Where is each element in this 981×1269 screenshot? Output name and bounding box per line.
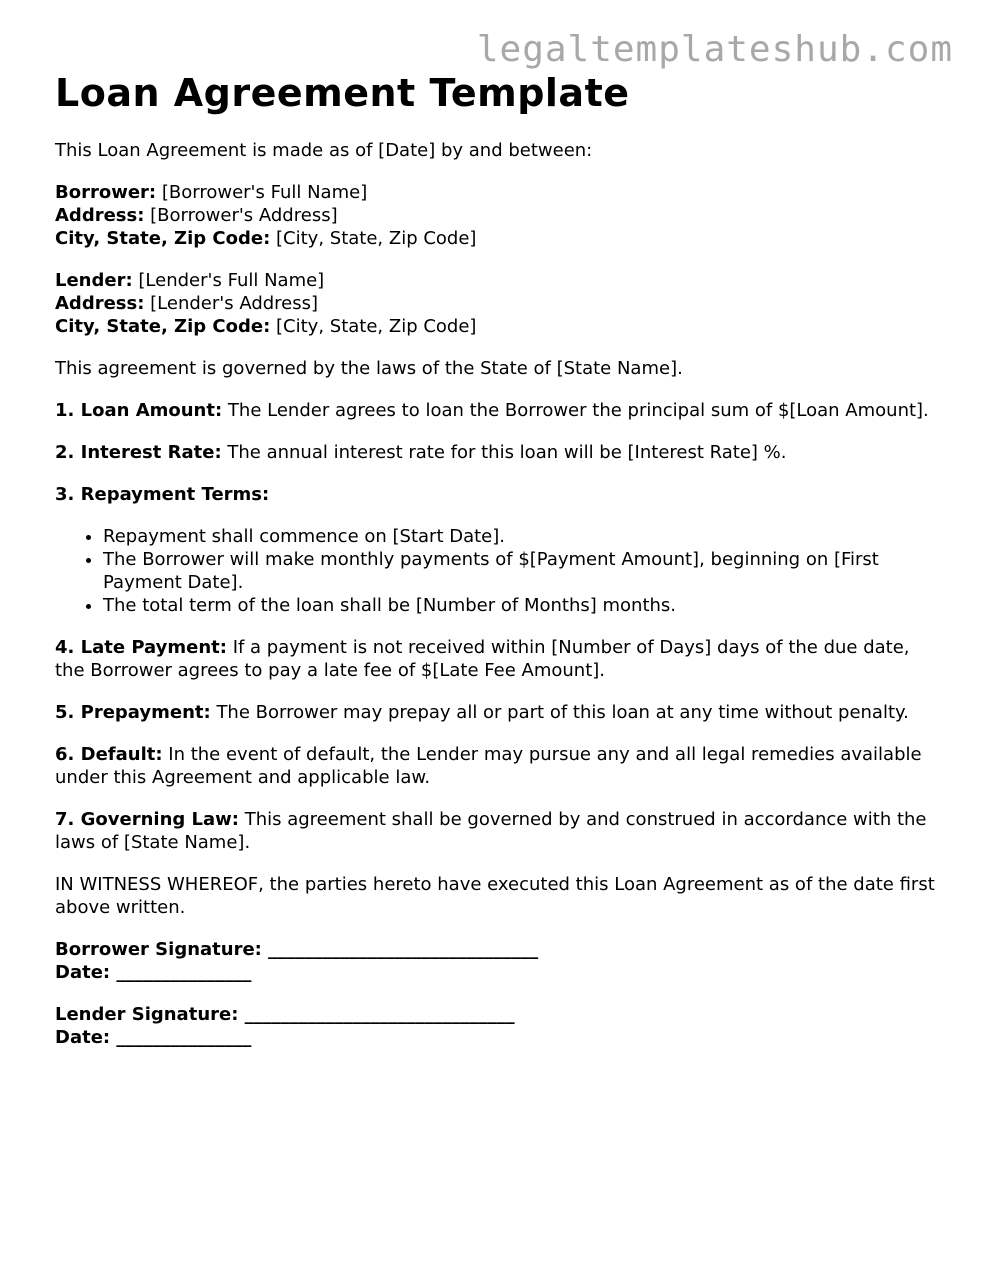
borrower-block xyxy=(55,181,935,250)
borrower-signature-label: Borrower Signature: ______________________________ xyxy=(55,939,539,960)
borrower-city-line xyxy=(55,227,935,250)
section-label: 2. Interest Rate: xyxy=(55,442,222,463)
section-late-payment xyxy=(55,636,935,682)
section-label: 1. Loan Amount: xyxy=(55,400,223,421)
section-text: The Borrower may prepay all or part of this loan at any time without penalty. xyxy=(216,702,909,723)
borrower-name: [Borrower's Full Name] xyxy=(161,182,368,203)
list-item: • The total term of the loan shall be [Number of Months] months. xyxy=(103,594,935,617)
lender-date-line xyxy=(55,1026,935,1049)
section-interest-rate xyxy=(55,441,935,464)
lender-city-line xyxy=(55,315,935,338)
borrower-name-line xyxy=(55,181,935,204)
lender-address-line xyxy=(55,292,935,315)
list-item: • Repayment shall commence on [Start Date]. xyxy=(103,525,935,548)
borrower-signature-line xyxy=(55,938,935,961)
borrower-date-label: Date: _______________ xyxy=(55,962,252,983)
section-loan-amount xyxy=(55,399,935,422)
document-page xyxy=(55,70,935,1068)
borrower-label: Borrower: xyxy=(55,182,157,203)
governed-paragraph: This agreement is governed by the laws of the State of [State Name]. xyxy=(55,358,683,379)
repayment-list xyxy=(55,525,935,617)
witness-paragraph: IN WITNESS WHEREOF, the parties hereto have executed this Loan Agreement as of the date first above written. xyxy=(55,874,935,918)
borrower-address-label: Address: xyxy=(55,205,145,226)
borrower-address: [Borrower's Address] xyxy=(150,205,338,226)
lender-city: [City, State, Zip Code] xyxy=(276,316,477,337)
section-text: The annual interest rate for this loan will be [Interest Rate] %. xyxy=(227,442,787,463)
lender-name: [Lender's Full Name] xyxy=(138,270,325,291)
intro-paragraph: This Loan Agreement is made as of [Date] by and between: xyxy=(55,140,593,161)
lender-signature-line xyxy=(55,1003,935,1026)
borrower-city-label: City, State, Zip Code: xyxy=(55,228,271,249)
lender-name-line xyxy=(55,269,935,292)
section-repayment-terms xyxy=(55,483,935,506)
borrower-city: [City, State, Zip Code] xyxy=(276,228,477,249)
lender-address: [Lender's Address] xyxy=(150,293,319,314)
borrower-address-line xyxy=(55,204,935,227)
lender-city-label: City, State, Zip Code: xyxy=(55,316,271,337)
borrower-signature-block xyxy=(55,938,935,984)
section-text: This agreement shall be governed by and construed in accordance with the laws of [State Name]. xyxy=(55,809,927,853)
section-prepayment xyxy=(55,701,935,724)
lender-address-label: Address: xyxy=(55,293,145,314)
page-title: Loan Agreement Template xyxy=(55,71,630,115)
section-label: 6. Default: xyxy=(55,744,163,765)
lender-signature-label: Lender Signature: ______________________________ xyxy=(55,1004,515,1025)
lender-label: Lender: xyxy=(55,270,133,291)
lender-signature-block xyxy=(55,1003,935,1049)
section-text: The Lender agrees to loan the Borrower the principal sum of $[Loan Amount]. xyxy=(227,400,929,421)
section-governing-law xyxy=(55,808,935,854)
section-text: If a payment is not received within [Number of Days] days of the due date, the Borrower agrees to pay a late fee of $[Late Fee Amount]. xyxy=(55,637,910,681)
site-watermark: legaltemplateshub.com xyxy=(476,29,953,70)
section-label: 4. Late Payment: xyxy=(55,637,227,658)
lender-date-label: Date: _______________ xyxy=(55,1027,252,1048)
section-text: In the event of default, the Lender may pursue any and all legal remedies available under this Agreement and applicable law. xyxy=(55,744,922,788)
section-default xyxy=(55,743,935,789)
section-label: 7. Governing Law: xyxy=(55,809,239,830)
lender-block xyxy=(55,269,935,338)
section-label: 3. Repayment Terms: xyxy=(55,484,270,505)
list-item: • The Borrower will make monthly payments of $[Payment Amount], beginning on [First Payment Date]. xyxy=(103,548,935,594)
section-label: 5. Prepayment: xyxy=(55,702,211,723)
borrower-date-line xyxy=(55,961,935,984)
